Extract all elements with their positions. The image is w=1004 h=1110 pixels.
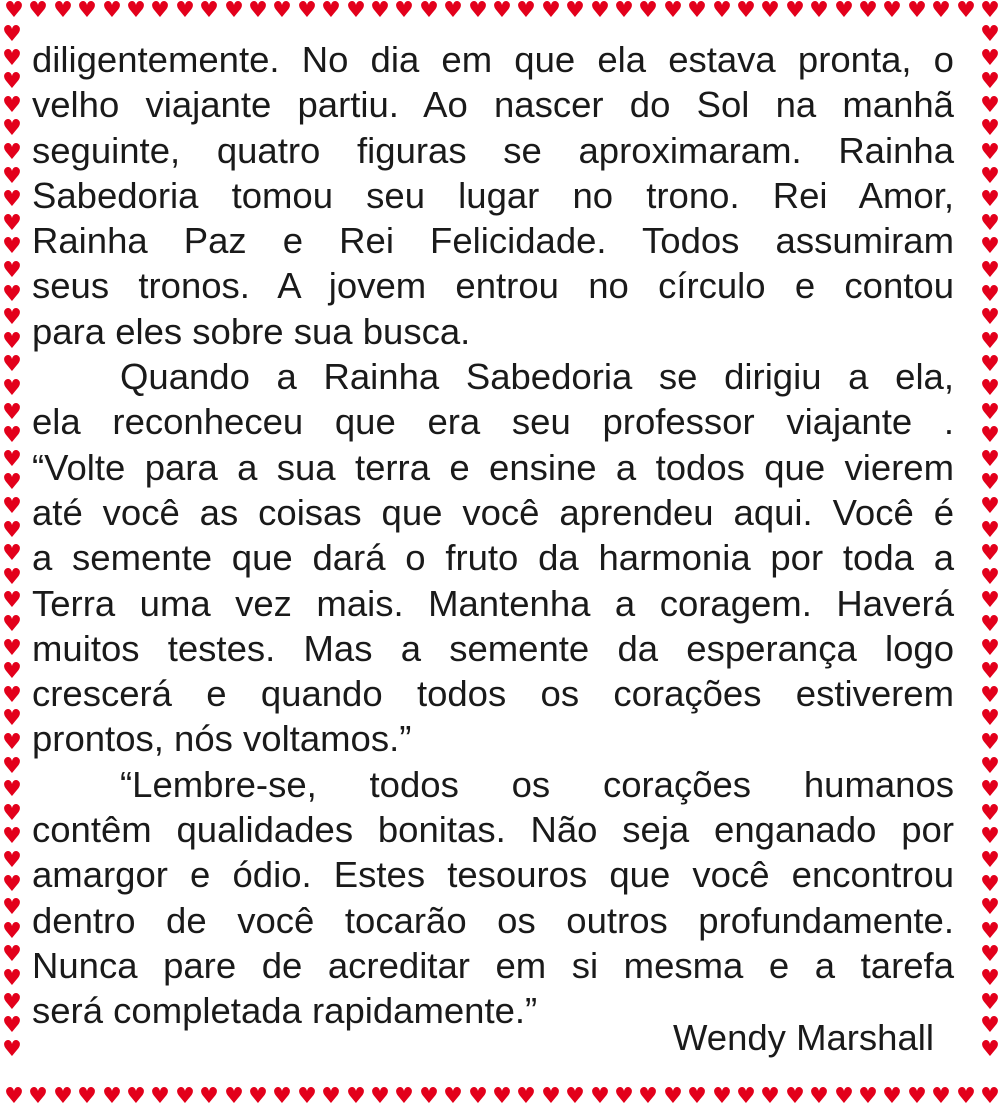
heart-icon: ♥: [541, 1084, 561, 1109]
heart-icon: ♥: [931, 0, 951, 23]
heart-icon: ♥: [2, 1037, 22, 1062]
heart-icon: ♥: [224, 0, 244, 23]
heart-icon: ♥: [980, 706, 1000, 731]
heart-icon: ♥: [102, 0, 122, 23]
heart-icon: ♥: [419, 0, 439, 23]
heart-icon: ♥: [199, 1084, 219, 1109]
heart-icon: ♥: [614, 1084, 634, 1109]
heart-icon: ♥: [809, 1084, 829, 1109]
document-body: [32, 37, 954, 1034]
heart-icon: ♥: [882, 1084, 902, 1109]
heart-icon: ♥: [2, 919, 22, 944]
text-line: para eles sobre sua busca.: [32, 310, 471, 352]
heart-icon: ♥: [980, 234, 1000, 259]
heart-icon: ♥: [2, 824, 22, 849]
heart-icon: ♥: [980, 683, 1000, 708]
heart-icon: ♥: [297, 1084, 317, 1109]
heart-icon: ♥: [2, 872, 22, 897]
text-line: prontos, nós voltamos.”: [32, 718, 412, 760]
heart-icon: ♥: [53, 1084, 73, 1109]
heart-icon: ♥: [2, 329, 22, 354]
heart-icon: ♥: [321, 1084, 341, 1109]
heart-icon: ♥: [907, 0, 927, 23]
heart-icon: ♥: [663, 0, 683, 23]
heart-icon: ♥: [980, 730, 1000, 755]
paragraph-3: [32, 762, 954, 1034]
heart-icon: ♥: [2, 754, 22, 779]
heart-icon: ♥: [2, 305, 22, 330]
text-line: Rainha Paz e Rei Felicidade. Todos assumiram: [32, 220, 954, 262]
text-line: velho viajante partiu. Ao nascer do Sol na manhã: [32, 84, 954, 126]
heart-icon: ♥: [614, 0, 634, 23]
heart-icon: ♥: [2, 376, 22, 401]
heart-icon: ♥: [980, 352, 1000, 377]
heart-icon: ♥: [980, 801, 1000, 826]
heart-icon: ♥: [980, 187, 1000, 212]
heart-icon: ♥: [126, 0, 146, 23]
heart-icon: ♥: [736, 0, 756, 23]
heart-icon: ♥: [272, 1084, 292, 1109]
heart-icon: ♥: [907, 1084, 927, 1109]
heart-icon: ♥: [638, 1084, 658, 1109]
heart-icon: ♥: [370, 1084, 390, 1109]
heart-icon: ♥: [2, 258, 22, 283]
heart-icon: ♥: [712, 0, 732, 23]
heart-icon: ♥: [2, 541, 22, 566]
heart-icon: ♥: [687, 1084, 707, 1109]
heart-icon: ♥: [175, 0, 195, 23]
heart-icon: ♥: [590, 1084, 610, 1109]
heart-icon: ♥: [980, 636, 1000, 661]
heart-icon: ♥: [2, 636, 22, 661]
heart-icon: ♥: [224, 1084, 244, 1109]
heart-icon: ♥: [980, 1037, 1000, 1062]
heart-icon: ♥: [980, 376, 1000, 401]
heart-icon: ♥: [2, 895, 22, 920]
heart-icon: ♥: [2, 140, 22, 165]
heart-icon: ♥: [2, 46, 22, 71]
heart-icon: ♥: [980, 1084, 1000, 1109]
heart-icon: ♥: [980, 258, 1000, 283]
heart-icon: ♥: [2, 777, 22, 802]
heart-icon: ♥: [980, 919, 1000, 944]
text-line: contêm qualidades bonitas. Não seja enganado por: [32, 809, 954, 851]
heart-icon: ♥: [980, 824, 1000, 849]
heart-icon: ♥: [541, 0, 561, 23]
paragraph-2: [32, 354, 954, 762]
heart-icon: ♥: [980, 164, 1000, 189]
heart-icon: ♥: [492, 0, 512, 23]
heart-icon: ♥: [77, 1084, 97, 1109]
heart-icon: ♥: [882, 0, 902, 23]
heart-icon: ♥: [980, 966, 1000, 991]
text-line: será completada rapidamente.”: [32, 990, 538, 1032]
heart-icon: ♥: [2, 22, 22, 47]
heart-icon: ♥: [2, 400, 22, 425]
heart-icon: ♥: [321, 0, 341, 23]
heart-icon: ♥: [980, 69, 1000, 94]
heart-icon: ♥: [760, 0, 780, 23]
heart-icon: ♥: [980, 211, 1000, 236]
heart-icon: ♥: [2, 187, 22, 212]
heart-icon: ♥: [858, 0, 878, 23]
heart-icon: ♥: [175, 1084, 195, 1109]
heart-icon: ♥: [980, 305, 1000, 330]
heart-icon: ♥: [53, 0, 73, 23]
heart-icon: ♥: [663, 1084, 683, 1109]
heart-icon: ♥: [516, 0, 536, 23]
heart-icon: ♥: [419, 1084, 439, 1109]
heart-icon: ♥: [980, 329, 1000, 354]
heart-icon: ♥: [2, 447, 22, 472]
heart-icon: ♥: [980, 990, 1000, 1015]
heart-icon: ♥: [2, 234, 22, 259]
paragraph-1: [32, 37, 954, 354]
heart-icon: ♥: [980, 895, 1000, 920]
heart-icon: ♥: [297, 0, 317, 23]
heart-icon: ♥: [2, 470, 22, 495]
heart-icon: ♥: [980, 872, 1000, 897]
heart-icon: ♥: [980, 46, 1000, 71]
heart-icon: ♥: [248, 0, 268, 23]
text-line: dentro de você tocarão os outros profundamente.: [32, 899, 954, 941]
heart-icon: ♥: [980, 140, 1000, 165]
heart-icon: ♥: [834, 1084, 854, 1109]
heart-icon: ♥: [980, 1013, 1000, 1038]
heart-icon: ♥: [712, 1084, 732, 1109]
heart-icon: ♥: [516, 1084, 536, 1109]
heart-icon: ♥: [736, 1084, 756, 1109]
heart-icon: ♥: [28, 1084, 48, 1109]
heart-icon: ♥: [565, 0, 585, 23]
text-line: até você as coisas que você aprendeu aqui. Você é: [32, 491, 954, 533]
text-line: amargor e ódio. Estes tesouros que você encontrou: [32, 854, 954, 896]
heart-icon: ♥: [394, 1084, 414, 1109]
text-line: Quando a Rainha Sabedoria se dirigiu a ela,: [120, 356, 954, 398]
heart-icon: ♥: [980, 777, 1000, 802]
heart-icon: ♥: [346, 1084, 366, 1109]
heart-icon: ♥: [980, 612, 1000, 637]
text-line: “Lembre-se, todos os corações humanos: [120, 763, 954, 805]
text-line: “Volte para a sua terra e ensine a todos que vierem: [32, 446, 954, 488]
heart-icon: ♥: [2, 518, 22, 543]
heart-icon: ♥: [2, 69, 22, 94]
heart-icon: ♥: [4, 1084, 24, 1109]
heart-icon: ♥: [492, 1084, 512, 1109]
heart-icon: ♥: [931, 1084, 951, 1109]
heart-icon: ♥: [77, 0, 97, 23]
heart-icon: ♥: [2, 423, 22, 448]
heart-icon: ♥: [980, 93, 1000, 118]
heart-icon: ♥: [565, 1084, 585, 1109]
heart-icon: ♥: [199, 0, 219, 23]
text-line: Terra uma vez mais. Mantenha a coragem. Haverá: [32, 582, 954, 624]
heart-icon: ♥: [2, 990, 22, 1015]
heart-icon: ♥: [2, 211, 22, 236]
text-line: diligentemente. No dia em que ela estava pronta, o: [32, 39, 954, 80]
heart-icon: ♥: [980, 848, 1000, 873]
heart-icon: ♥: [468, 0, 488, 23]
text-line: seguinte, quatro figuras se aproximaram. Rainha: [32, 129, 954, 171]
heart-icon: ♥: [4, 0, 24, 23]
heart-icon: ♥: [443, 0, 463, 23]
heart-icon: ♥: [809, 0, 829, 23]
heart-icon: ♥: [2, 706, 22, 731]
heart-icon: ♥: [980, 942, 1000, 967]
heart-icon: ♥: [2, 612, 22, 637]
heart-icon: ♥: [2, 93, 22, 118]
heart-icon: ♥: [2, 588, 22, 613]
heart-icon: ♥: [858, 1084, 878, 1109]
heart-icon: ♥: [980, 494, 1000, 519]
heart-icon: ♥: [2, 848, 22, 873]
heart-icon: ♥: [980, 588, 1000, 613]
heart-icon: ♥: [980, 116, 1000, 141]
heart-icon: ♥: [980, 22, 1000, 47]
heart-icon: ♥: [248, 1084, 268, 1109]
text-line: ela reconheceu que era seu professor viajante .: [32, 401, 954, 443]
heart-icon: ♥: [638, 0, 658, 23]
heart-icon: ♥: [980, 565, 1000, 590]
heart-icon: ♥: [468, 1084, 488, 1109]
heart-icon: ♥: [2, 942, 22, 967]
heart-icon: ♥: [2, 164, 22, 189]
text-line: Nunca pare de acreditar em si mesma e a tarefa: [32, 944, 954, 986]
heart-icon: ♥: [150, 0, 170, 23]
text-line: Sabedoria tomou seu lugar no trono. Rei Amor,: [32, 174, 954, 216]
text-line: seus tronos. A jovem entrou no círculo e contou: [32, 265, 954, 307]
heart-icon: ♥: [443, 1084, 463, 1109]
heart-icon: ♥: [785, 0, 805, 23]
heart-icon: ♥: [687, 0, 707, 23]
heart-icon: ♥: [785, 1084, 805, 1109]
heart-icon: ♥: [2, 730, 22, 755]
text-line: muitos testes. Mas a semente da esperança logo: [32, 627, 954, 669]
heart-icon: ♥: [2, 659, 22, 684]
heart-icon: ♥: [272, 0, 292, 23]
heart-icon: ♥: [2, 494, 22, 519]
heart-icon: ♥: [2, 683, 22, 708]
heart-icon: ♥: [28, 0, 48, 23]
heart-icon: ♥: [2, 801, 22, 826]
heart-icon: ♥: [346, 0, 366, 23]
heart-icon: ♥: [980, 541, 1000, 566]
heart-icon: ♥: [980, 754, 1000, 779]
heart-icon: ♥: [980, 423, 1000, 448]
heart-icon: ♥: [2, 116, 22, 141]
heart-icon: ♥: [956, 1084, 976, 1109]
heart-icon: ♥: [2, 565, 22, 590]
heart-icon: ♥: [834, 0, 854, 23]
heart-icon: ♥: [980, 400, 1000, 425]
heart-icon: ♥: [980, 0, 1000, 23]
heart-icon: ♥: [2, 1013, 22, 1038]
text-line: a semente que dará o fruto da harmonia por toda a: [32, 537, 954, 579]
signature: Wendy Marshall: [672, 1017, 934, 1058]
heart-icon: ♥: [760, 1084, 780, 1109]
heart-icon: ♥: [2, 352, 22, 377]
heart-icon: ♥: [980, 518, 1000, 543]
heart-icon: ♥: [980, 470, 1000, 495]
text-line: crescerá e quando todos os corações estiverem: [32, 673, 954, 715]
heart-icon: ♥: [2, 282, 22, 307]
heart-icon: ♥: [126, 1084, 146, 1109]
heart-icon: ♥: [394, 0, 414, 23]
heart-icon: ♥: [980, 447, 1000, 472]
heart-icon: ♥: [2, 966, 22, 991]
heart-icon: ♥: [980, 659, 1000, 684]
heart-icon: ♥: [370, 0, 390, 23]
heart-icon: ♥: [590, 0, 610, 23]
heart-icon: ♥: [150, 1084, 170, 1109]
heart-icon: ♥: [980, 282, 1000, 307]
heart-icon: ♥: [956, 0, 976, 23]
heart-icon: ♥: [102, 1084, 122, 1109]
